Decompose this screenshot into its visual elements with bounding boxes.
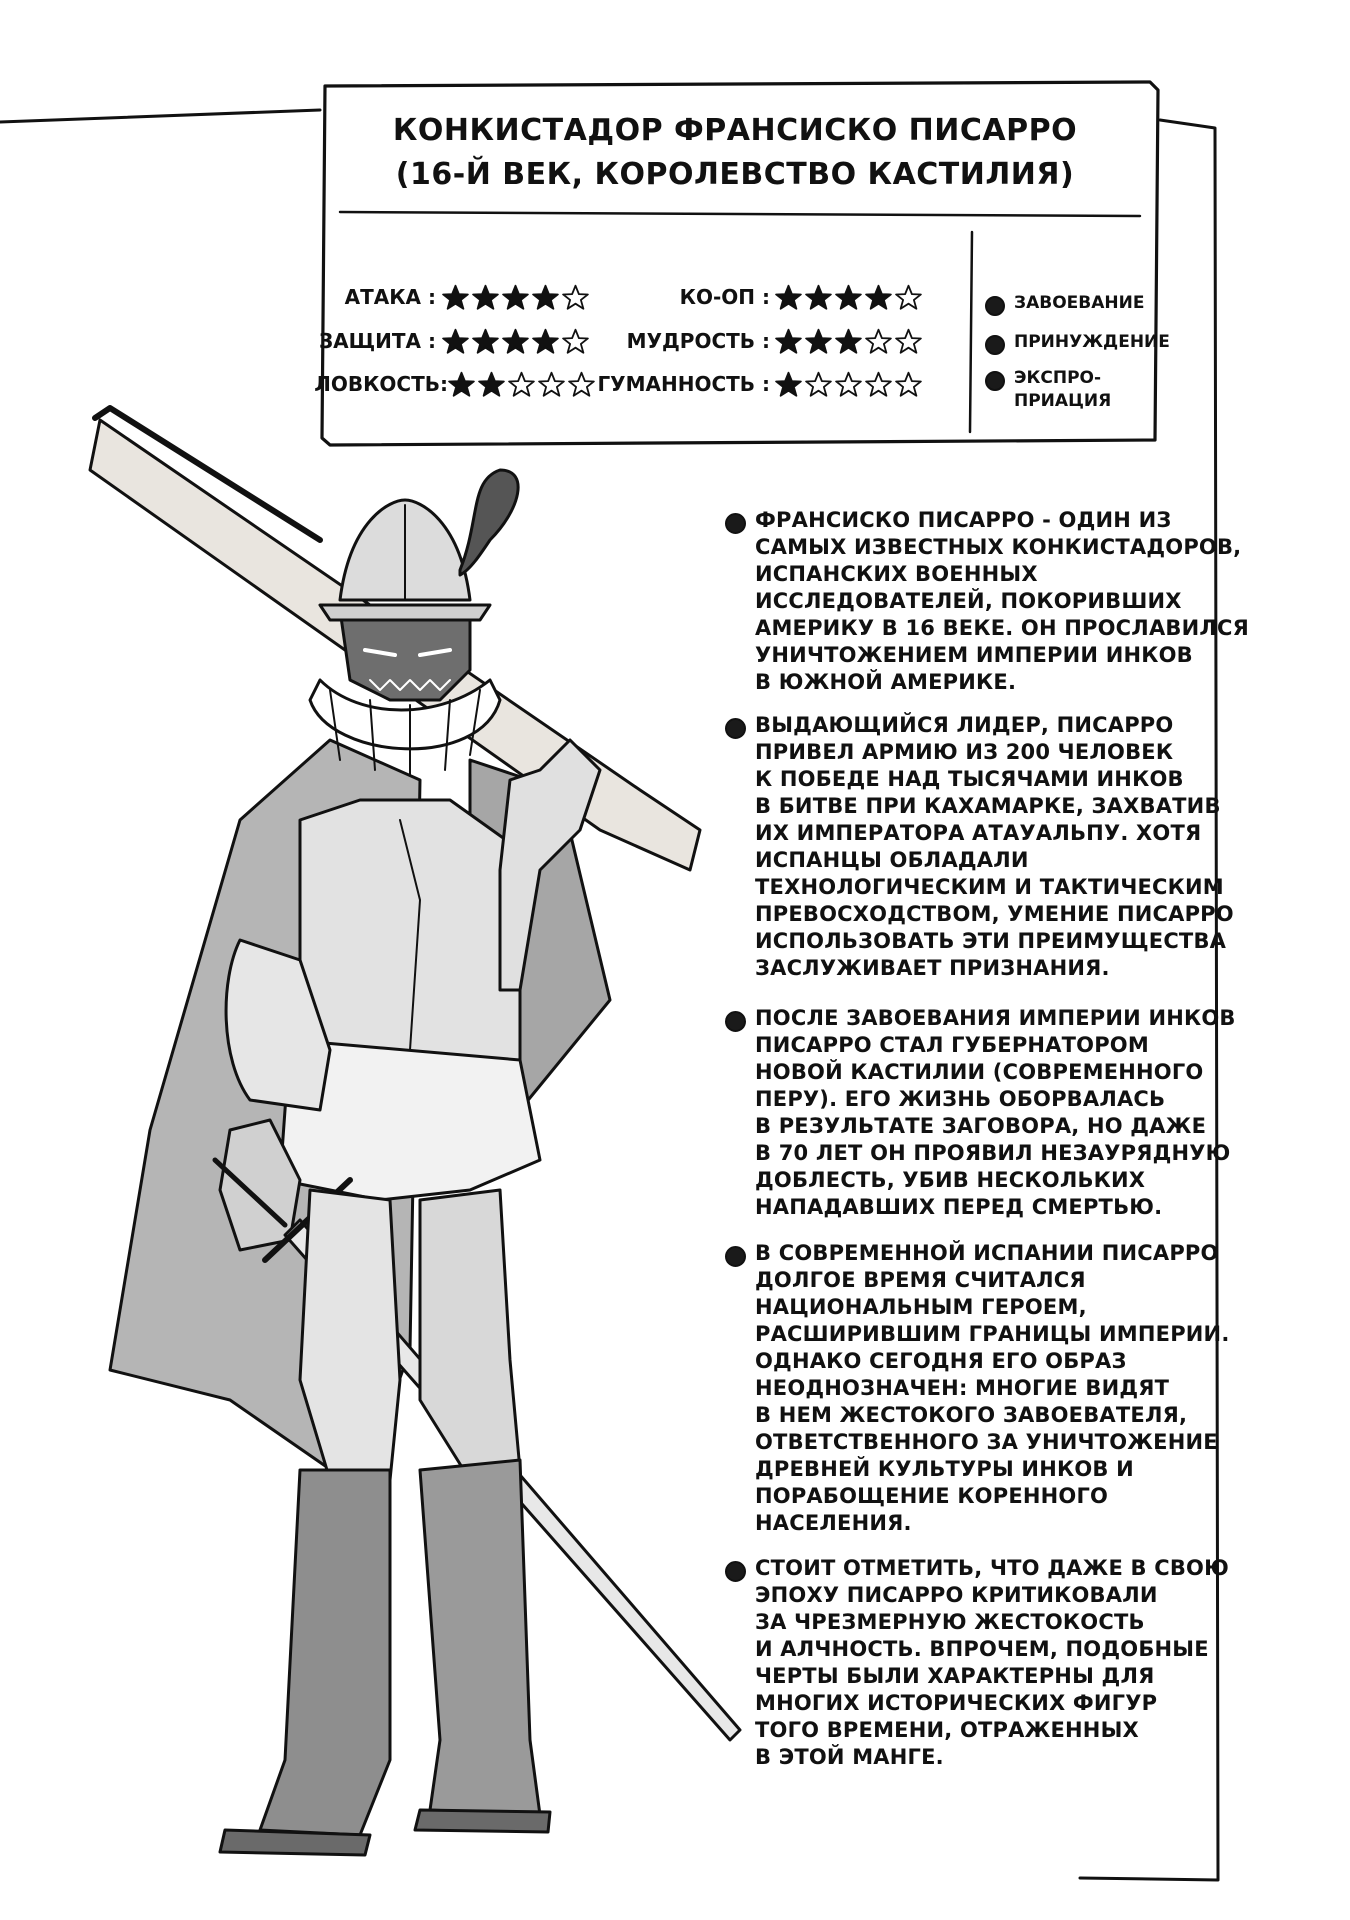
star-filled-icon bbox=[865, 284, 892, 311]
bio-line: В НЕМ ЖЕСТОКОГО ЗАВОЕВАТЕЛЯ, bbox=[755, 1403, 1188, 1427]
bio-line: ТОГО ВРЕМЕНИ, ОТРАЖЕННЫХ bbox=[755, 1718, 1139, 1742]
trait-tag-line: ЭКСПРО- bbox=[1014, 368, 1102, 388]
bio-line: ВЫДАЮЩИЙСЯ ЛИДЕР, ПИСАРРО bbox=[755, 713, 1174, 737]
bio-line: К ПОБЕДЕ НАД ТЫСЯЧАМИ ИНКОВ bbox=[755, 767, 1184, 791]
bio-line: УНИЧТОЖЕНИЕМ ИМПЕРИИ ИНКОВ bbox=[755, 643, 1193, 667]
star-empty-icon bbox=[562, 284, 589, 311]
bullet-icon bbox=[985, 371, 1005, 391]
bullet-icon bbox=[985, 296, 1005, 316]
star-filled-icon bbox=[775, 284, 802, 311]
bio-line: ИСПОЛЬЗОВАТЬ ЭТИ ПРЕИМУЩЕСТВА bbox=[755, 929, 1227, 953]
bio-line: ДОБЛЕСТЬ, УБИВ НЕСКОЛЬКИХ bbox=[755, 1168, 1146, 1192]
star-filled-icon bbox=[805, 328, 832, 355]
bio-line: ПЕРУ). ЕГО ЖИЗНЬ ОБОРВАЛАСЬ bbox=[755, 1087, 1166, 1111]
star-empty-icon bbox=[895, 371, 922, 398]
bio-line: ТЕХНОЛОГИЧЕСКИМ И ТАКТИЧЕСКИМ bbox=[755, 875, 1224, 899]
bio-line: МНОГИХ ИСТОРИЧЕСКИХ ФИГУР bbox=[755, 1691, 1158, 1715]
bio-line: ДОЛГОЕ ВРЕМЯ СЧИТАЛСЯ bbox=[755, 1268, 1086, 1292]
star-rating bbox=[442, 282, 592, 312]
profile-title: КОНКИСТАДОР ФРАНСИСКО ПИСАРРО bbox=[392, 113, 1078, 148]
star-empty-icon bbox=[508, 371, 535, 398]
bio-line: ЗАСЛУЖИВАЕТ ПРИЗНАНИЯ. bbox=[755, 956, 1110, 980]
bio-line: ИСПАНСКИХ ВОЕННЫХ bbox=[755, 562, 1038, 586]
star-filled-icon bbox=[532, 328, 559, 355]
bio-line: СТОИТ ОТМЕТИТЬ, ЧТО ДАЖЕ В СВОЮ bbox=[755, 1556, 1229, 1580]
star-empty-icon bbox=[538, 371, 565, 398]
star-filled-icon bbox=[805, 284, 832, 311]
bio-line: В РЕЗУЛЬТАТЕ ЗАГОВОРА, НО ДАЖЕ bbox=[755, 1114, 1207, 1138]
stat-label: ЛОВКОСТЬ: bbox=[314, 372, 448, 396]
bullet-icon bbox=[725, 1246, 746, 1267]
bio-paragraph bbox=[725, 1555, 1305, 1771]
trait-tag-text bbox=[1014, 331, 1170, 354]
bio-line: ОТВЕТСТВЕННОГО ЗА УНИЧТОЖЕНИЕ bbox=[755, 1430, 1218, 1454]
bio-line: В 70 ЛЕТ ОН ПРОЯВИЛ НЕЗАУРЯДНУЮ bbox=[755, 1141, 1231, 1165]
bullet-icon bbox=[725, 513, 746, 534]
bio-line: АМЕРИКУ В 16 ВЕКЕ. ОН ПРОСЛАВИЛСЯ bbox=[755, 616, 1249, 640]
stat-label: ЗАЩИТА : bbox=[318, 329, 436, 353]
trait-tag-text bbox=[1014, 292, 1144, 315]
star-rating bbox=[442, 326, 592, 356]
bio-line: ИССЛЕДОВАТЕЛЕЙ, ПОКОРИВШИХ bbox=[755, 589, 1182, 613]
stat-label: КО-ОП : bbox=[679, 285, 770, 309]
trait-tag bbox=[985, 292, 1144, 316]
bio-line: ПИСАРРО СТАЛ ГУБЕРНАТОРОМ bbox=[755, 1033, 1149, 1057]
star-empty-icon bbox=[895, 328, 922, 355]
stat-label: АТАКА : bbox=[344, 285, 436, 309]
star-filled-icon bbox=[835, 328, 862, 355]
bio-line: В ЮЖНОЙ АМЕРИКЕ. bbox=[755, 670, 1017, 694]
star-filled-icon bbox=[502, 328, 529, 355]
profile-subtitle: (16-Й ВЕК, КОРОЛЕВСТВО КАСТИЛИЯ) bbox=[395, 157, 1075, 192]
star-filled-icon bbox=[442, 328, 469, 355]
bio-line: ЗА ЧРЕЗМЕРНУЮ ЖЕСТОКОСТЬ bbox=[755, 1610, 1145, 1634]
bio-line: ПРИВЕЛ АРМИЮ ИЗ 200 ЧЕЛОВЕК bbox=[755, 740, 1174, 764]
bullet-icon bbox=[725, 718, 746, 739]
star-filled-icon bbox=[502, 284, 529, 311]
trait-tag bbox=[985, 331, 1170, 355]
bio-line: ФРАНСИСКО ПИСАРРО - ОДИН ИЗ bbox=[755, 508, 1172, 532]
star-filled-icon bbox=[775, 371, 802, 398]
stat-label: МУДРОСТЬ : bbox=[626, 329, 770, 353]
bio-line: ОДНАКО СЕГОДНЯ ЕГО ОБРАЗ bbox=[755, 1349, 1127, 1373]
star-filled-icon bbox=[442, 284, 469, 311]
bio-paragraph bbox=[725, 1005, 1305, 1221]
star-empty-icon bbox=[568, 371, 595, 398]
bio-paragraph bbox=[725, 1240, 1305, 1537]
star-filled-icon bbox=[835, 284, 862, 311]
star-rating bbox=[448, 369, 598, 399]
bio-line: ЧЕРТЫ БЫЛИ ХАРАКТЕРНЫ ДЛЯ bbox=[755, 1664, 1155, 1688]
star-empty-icon bbox=[835, 371, 862, 398]
bullet-icon bbox=[725, 1561, 746, 1582]
star-rating bbox=[775, 369, 925, 399]
bio-line: ДРЕВНЕЙ КУЛЬТУРЫ ИНКОВ И bbox=[755, 1457, 1134, 1481]
bio-line: В ЭТОЙ МАНГЕ. bbox=[755, 1745, 944, 1769]
bio-line: ИСПАНЦЫ ОБЛАДАЛИ bbox=[755, 848, 1029, 872]
bio-line: НАЦИОНАЛЬНЫМ ГЕРОЕМ, bbox=[755, 1295, 1087, 1319]
star-filled-icon bbox=[775, 328, 802, 355]
star-filled-icon bbox=[478, 371, 505, 398]
bio-line: В БИТВЕ ПРИ КАХАМАРКЕ, ЗАХВАТИВ bbox=[755, 794, 1221, 818]
stat-label: ГУМАННОСТЬ : bbox=[597, 372, 770, 396]
bio-line: РАСШИРИВШИМ ГРАНИЦЫ ИМПЕРИИ. bbox=[755, 1322, 1230, 1346]
bio-line: ПОСЛЕ ЗАВОЕВАНИЯ ИМПЕРИИ ИНКОВ bbox=[755, 1006, 1236, 1030]
star-empty-icon bbox=[865, 371, 892, 398]
bio-line: В СОВРЕМЕННОЙ ИСПАНИИ ПИСАРРО bbox=[755, 1241, 1219, 1265]
star-empty-icon bbox=[865, 328, 892, 355]
star-filled-icon bbox=[448, 371, 475, 398]
trait-tag-line: ПРИНУЖДЕНИЕ bbox=[1014, 332, 1170, 352]
bio-paragraph bbox=[725, 712, 1305, 982]
star-filled-icon bbox=[472, 284, 499, 311]
trait-tag-text bbox=[1014, 367, 1111, 413]
star-filled-icon bbox=[472, 328, 499, 355]
trait-tag-line: ПРИАЦИЯ bbox=[1014, 391, 1112, 411]
bio-paragraph bbox=[725, 507, 1305, 696]
bullet-icon bbox=[725, 1011, 746, 1032]
star-empty-icon bbox=[805, 371, 832, 398]
bio-line: ПОРАБОЩЕНИЕ КОРЕННОГО bbox=[755, 1484, 1109, 1508]
star-empty-icon bbox=[895, 284, 922, 311]
bullet-icon bbox=[985, 335, 1005, 355]
bio-line: ИХ ИМПЕРАТОРА АТАУАЛЬПУ. ХОТЯ bbox=[755, 821, 1202, 845]
star-empty-icon bbox=[562, 328, 589, 355]
bio-line: САМЫХ ИЗВЕСТНЫХ КОНКИСТАДОРОВ, bbox=[755, 535, 1242, 559]
star-rating bbox=[775, 282, 925, 312]
bio-line: ПРЕВОСХОДСТВОМ, УМЕНИЕ ПИСАРРО bbox=[755, 902, 1234, 926]
bio-line: НАСЕЛЕНИЯ. bbox=[755, 1511, 912, 1535]
bio-line: НЕОДНОЗНАЧЕН: МНОГИЕ ВИДЯТ bbox=[755, 1376, 1170, 1400]
star-filled-icon bbox=[532, 284, 559, 311]
bio-line: НОВОЙ КАСТИЛИИ (СОВРЕМЕННОГО bbox=[755, 1060, 1204, 1084]
bio-line: ЭПОХУ ПИСАРРО КРИТИКОВАЛИ bbox=[755, 1583, 1158, 1607]
bio-line: И АЛЧНОСТЬ. ВПРОЧЕМ, ПОДОБНЫЕ bbox=[755, 1637, 1209, 1661]
trait-tag-line: ЗАВОЕВАНИЕ bbox=[1014, 293, 1145, 313]
bio-line: НАПАДАВШИХ ПЕРЕД СМЕРТЬЮ. bbox=[755, 1195, 1163, 1219]
star-rating bbox=[775, 326, 925, 356]
trait-tag bbox=[985, 367, 1111, 413]
